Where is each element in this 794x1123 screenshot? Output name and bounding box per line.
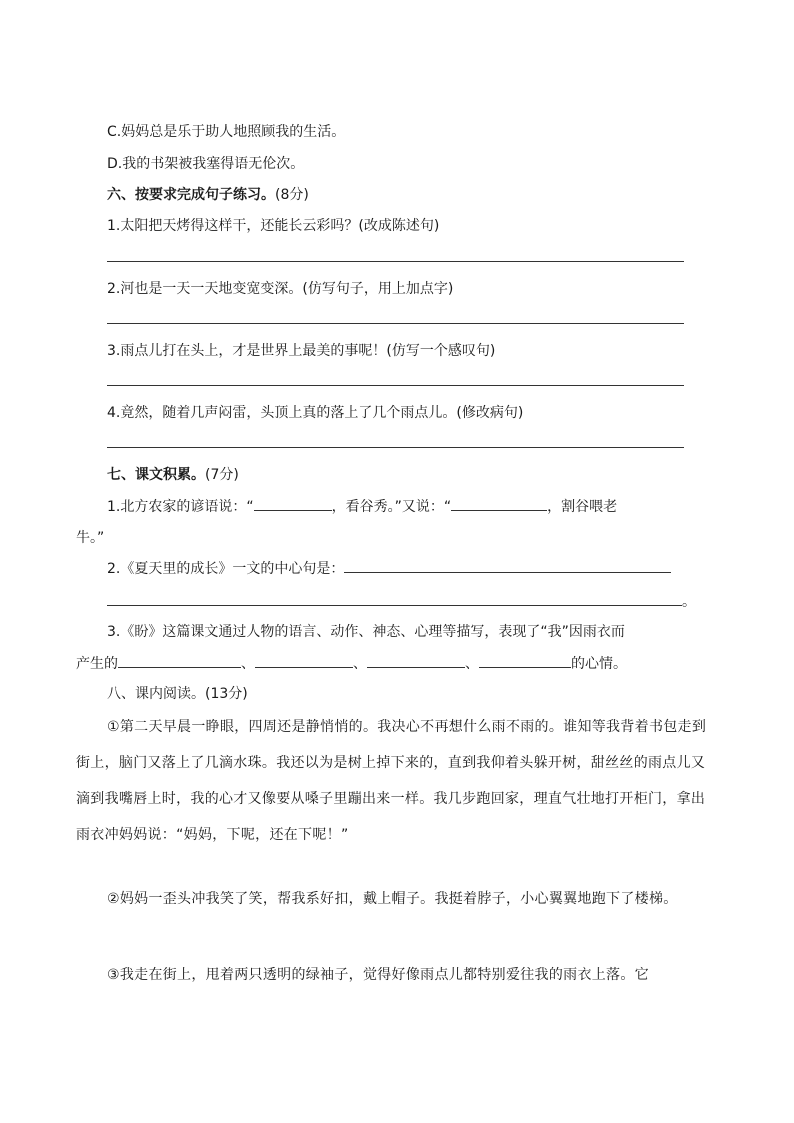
fill-blank-3[interactable]: [344, 558, 671, 573]
q7-item-2-cont: [107, 591, 696, 611]
reading-paragraph-2: ②妈妈一歪头冲我笑了笑，帮我系好扣，戴上帽子。我挺着脖子，小心翼翼地跑下了楼梯。: [107, 891, 678, 907]
fill-blank-4[interactable]: [107, 591, 682, 606]
reading-paragraph-3: ③我走在街上，甩着两只透明的绿袖子，觉得好像雨点儿都特别爱往我的雨衣上落。它: [107, 967, 649, 983]
option-c: C.妈妈总是乐于助人地照顾我的生活。: [107, 124, 346, 140]
q7-item-3-sep-1: 、: [241, 656, 255, 672]
section-8-title: 八、课内阅读。: [107, 686, 205, 702]
q6-item-4: 4.竟然，随着几声闷雷，头顶上真的落上了几个雨点儿。(修改病句): [107, 405, 524, 421]
answer-line-1[interactable]: [107, 261, 684, 262]
fill-blank-1[interactable]: [254, 496, 332, 511]
q7-item-1-text-c: ，割谷喂老: [547, 499, 618, 515]
fill-blank-7[interactable]: [367, 653, 465, 668]
q7-item-3-prefix: 产生的: [76, 656, 118, 672]
section-8-score: (13分): [205, 686, 248, 702]
q7-item-1-text-b: ，看谷秀。”又说：“: [331, 499, 452, 515]
section-6-score: (8分): [275, 187, 309, 203]
fill-blank-5[interactable]: [118, 653, 241, 668]
fill-blank-6[interactable]: [255, 653, 353, 668]
q7-item-3-suffix: 的心情。: [571, 656, 627, 672]
q7-item-3: 3.《盼》这篇课文通过人物的语言、动作、神态、心理等描写，表现了“我”因雨衣而: [107, 624, 625, 640]
fill-blank-8[interactable]: [479, 653, 571, 668]
q6-item-3: 3.雨点儿打在头上，才是世界上最美的事呢！(仿写一个感叹句): [107, 343, 496, 359]
q7-item-3-cont: [76, 653, 627, 673]
section-7-score: (7分): [205, 467, 239, 483]
q7-item-2-text: 2.《夏天里的成长》一文的中心句是：: [107, 561, 345, 577]
reading-paragraph-1: ①第二天早晨一睁眼，四周还是静悄悄的。我决心不再想什么雨不雨的。谁知等我背着书包走到街上，脑门又落上了几滴水珠。我还以为是树上掉下来的，直到我仰着头躲开树，甜丝丝的雨点儿又滴到我嘴唇上时，我的心才又像要从嗓子里蹦出来一样。我几步跑回家，理直气壮地打开柜门，拿出雨衣冲妈妈说：“妈妈，下呢，还在下呢！”: [76, 719, 707, 843]
q7-item-3-sep-2: 、: [353, 656, 367, 672]
answer-line-3[interactable]: [107, 385, 684, 386]
q6-item-2: 2.河也是一天一天地变宽变深。(仿写句子，用上加点字): [107, 281, 454, 297]
q7-item-1-cont: 牛。”: [76, 530, 105, 546]
section-8-heading: [107, 683, 248, 703]
answer-line-4[interactable]: [107, 447, 684, 448]
q7-item-1-text-a: 1.北方农家的谚语说：“: [107, 499, 254, 515]
q7-item-2: [107, 558, 671, 578]
q6-item-1: 1.太阳把天烤得这样干，还能长云彩吗？(改成陈述句): [107, 218, 440, 234]
fill-blank-2[interactable]: [451, 496, 547, 511]
q7-item-2-end: 。: [682, 594, 696, 610]
option-d: D.我的书架被我塞得语无伦次。: [107, 156, 305, 172]
section-6-title: 六、按要求完成句子练习。: [107, 187, 275, 203]
q7-item-1: [107, 496, 617, 516]
answer-line-2[interactable]: [107, 323, 684, 324]
q7-item-3-sep-3: 、: [465, 656, 479, 672]
section-7-heading: [107, 464, 239, 484]
section-6-heading: [107, 184, 309, 204]
section-7-title: 七、课文积累。: [107, 467, 205, 483]
